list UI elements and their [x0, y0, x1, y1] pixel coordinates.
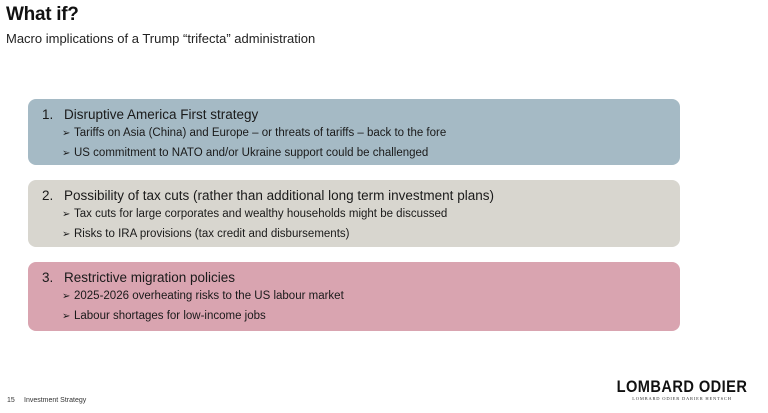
list-item: ➢ Labour shortages for low-income jobs: [62, 308, 666, 325]
list-item: ➢ 2025-2026 overheating risks to the US labour market: [62, 288, 666, 305]
section-box-2: [28, 180, 680, 247]
list-item: ➢ Risks to IRA provisions (tax credit and disbursements): [62, 226, 666, 243]
section-number: 2.: [42, 188, 54, 203]
list-item: ➢ US commitment to NATO and/or Ukraine support could be challenged: [62, 145, 666, 162]
arrow-bullet-icon: ➢: [62, 209, 71, 220]
page-subtitle: Macro implications of a Trump “trifecta” administration: [6, 31, 316, 46]
arrow-bullet-icon: ➢: [62, 229, 71, 240]
arrow-bullet-icon: ➢: [62, 148, 71, 159]
section-title: Disruptive America First strategy: [64, 107, 259, 122]
footer-label: Investment Strategy: [24, 397, 87, 404]
company-logo: [606, 378, 758, 401]
arrow-bullet-icon: ➢: [62, 291, 71, 302]
section-heading: [42, 270, 666, 285]
list-item: ➢ Tax cuts for large corporates and wealthy households might be discussed: [62, 206, 666, 223]
section-number: 1.: [42, 107, 54, 122]
section-heading: [42, 107, 666, 122]
star-ornament-icon: [710, 0, 732, 6]
list-item: ➢ Tariffs on Asia (China) and Europe – or threats of tariffs – back to the fore: [62, 125, 666, 142]
section-box-1: [28, 99, 680, 165]
section-title: Possibility of tax cuts (rather than additional long term investment plans): [64, 188, 494, 203]
logo-name: LOMBARD ODIER: [616, 377, 748, 396]
arrow-bullet-icon: ➢: [62, 311, 71, 322]
section-number: 3.: [42, 270, 54, 285]
section-heading: [42, 188, 666, 203]
logo-tagline: LOMBARD ODIER DARIER HENTSCH: [632, 396, 732, 401]
arrow-bullet-icon: ➢: [62, 128, 71, 139]
section-box-3: [28, 262, 680, 331]
page-title: What if?: [6, 4, 79, 25]
section-title: Restrictive migration policies: [64, 270, 236, 285]
page-number: 15: [7, 397, 15, 404]
